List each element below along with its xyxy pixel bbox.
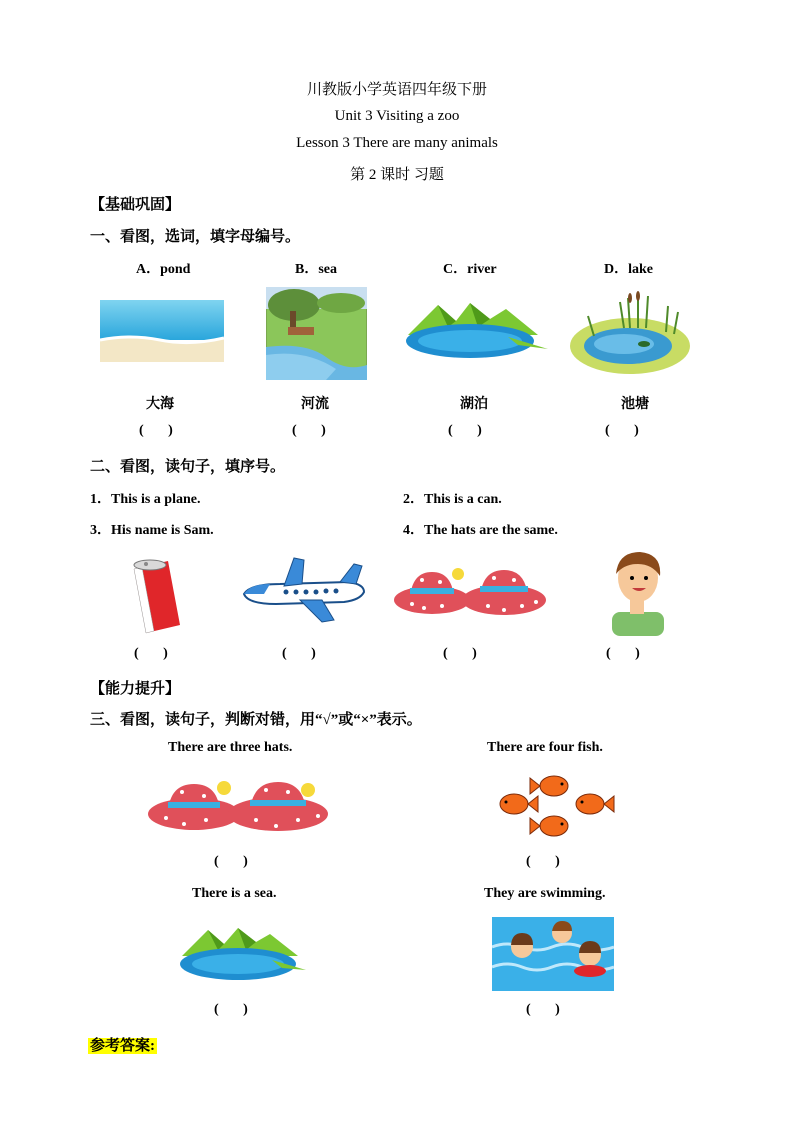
q2-heading: 二、看图，读句子，填序号。: [90, 459, 286, 475]
unit-title: Unit 3 Visiting a zoo: [334, 108, 460, 124]
q1-blank-3[interactable]: ( ): [448, 423, 482, 438]
lesson-title: Lesson 3 There are many animals: [296, 135, 498, 151]
section-basic-label: 【基础巩固】: [90, 197, 181, 213]
q1-label-sea: 大海: [146, 397, 174, 412]
q1-option-b: B．sea: [295, 262, 337, 277]
q1-label-lake: 湖泊: [460, 397, 488, 412]
q3-blank-3[interactable]: ( ): [214, 1002, 248, 1017]
q1-option-a: A．pond: [136, 262, 191, 277]
boy-picture: [608, 548, 668, 636]
q2-sentence-1: 1．This is a plane.: [90, 492, 201, 507]
hats-picture-2: [146, 774, 330, 834]
q1-blank-4[interactable]: ( ): [605, 423, 639, 438]
swimming-picture: [492, 917, 614, 991]
q3-blank-1[interactable]: ( ): [214, 854, 248, 869]
q1-option-d: D．lake: [604, 262, 653, 277]
q1-blank-2[interactable]: ( ): [292, 423, 326, 438]
q2-blank-3[interactable]: ( ): [443, 646, 477, 661]
q1-label-river: 河流: [301, 397, 329, 412]
q2-sentence-4: 4．The hats are the same.: [403, 523, 558, 538]
q2-blank-4[interactable]: ( ): [606, 646, 640, 661]
pond-picture: [568, 288, 692, 380]
q1-option-c: C．river: [443, 262, 497, 277]
lake-picture-2: [174, 922, 308, 982]
q3-heading: 三、看图，读句子，判断对错，用“√”或“×”表示。: [90, 712, 422, 728]
section-advance-label: 【能力提升】: [90, 681, 181, 697]
hats-picture-1: [392, 562, 548, 618]
book-title: 川教版小学英语四年级下册: [306, 82, 487, 98]
q3-item-1: There are three hats.: [168, 740, 293, 755]
period-title: 第 2 课时 习题: [350, 167, 444, 183]
q3-item-2: There are four fish.: [487, 740, 603, 755]
q3-blank-4[interactable]: ( ): [526, 1002, 560, 1017]
q2-sentence-3: 3．His name is Sam.: [90, 523, 214, 538]
q2-sentence-2: 2．This is a can.: [403, 492, 502, 507]
river-picture: [266, 287, 367, 380]
lake-picture: [398, 297, 550, 359]
q2-blank-2[interactable]: ( ): [282, 646, 316, 661]
can-picture: [128, 555, 184, 635]
sea-picture: [100, 300, 224, 362]
q2-blank-1[interactable]: ( ): [134, 646, 168, 661]
q1-blank-1[interactable]: ( ): [139, 423, 173, 438]
q3-item-3: There is a sea.: [192, 886, 277, 901]
fish-picture: [492, 770, 616, 842]
answer-label: 参考答案:: [90, 1038, 155, 1054]
q1-label-pond: 池塘: [621, 397, 649, 412]
q3-item-4: They are swimming.: [484, 886, 606, 901]
plane-picture: [240, 556, 370, 624]
q1-heading: 一、看图，选词，填字母编号。: [90, 229, 301, 245]
q3-blank-2[interactable]: ( ): [526, 854, 560, 869]
